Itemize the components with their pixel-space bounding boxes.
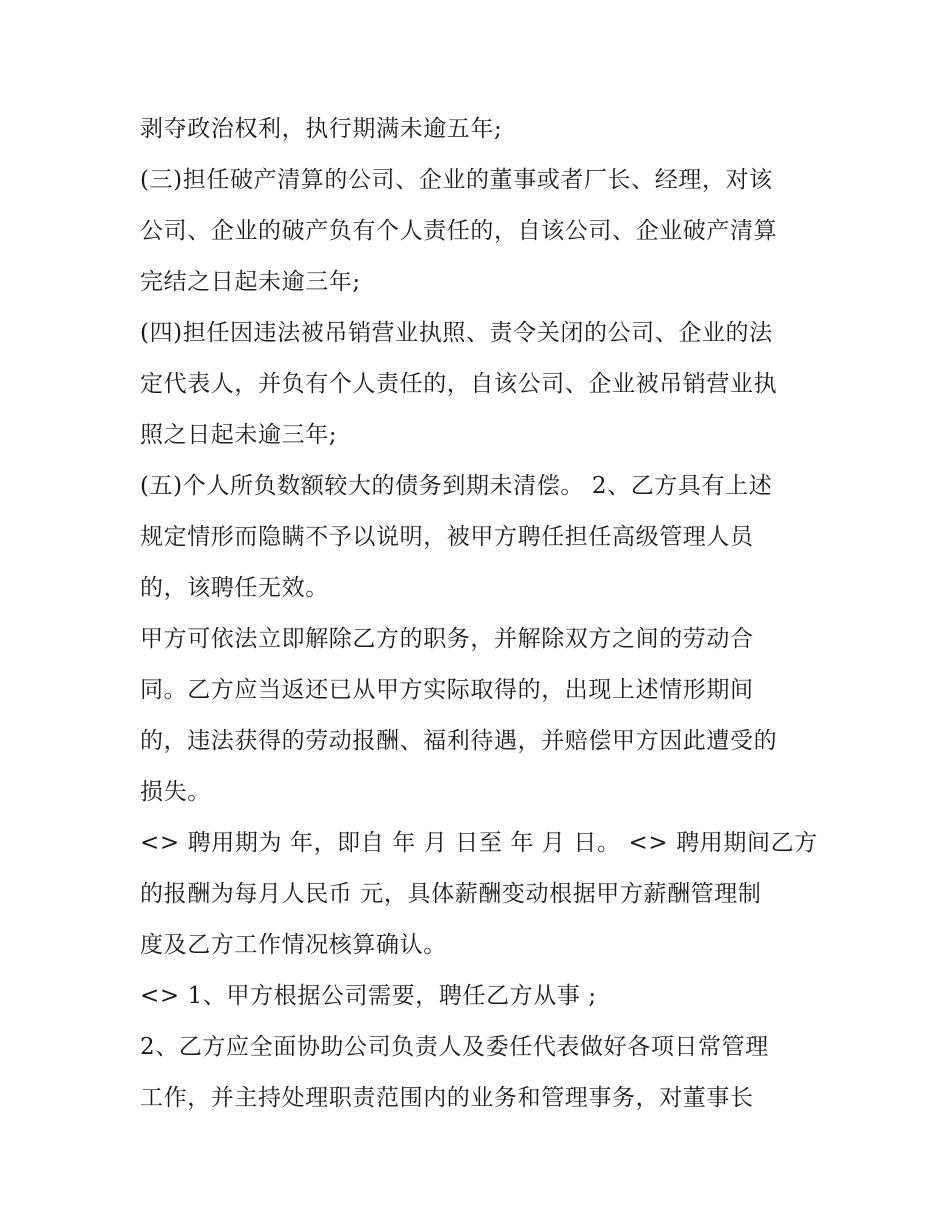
text-line: 照之日起未逾三年; [140,422,338,448]
text-line: <> 1、甲方根据公司需要，聘任乙方从事 ; [140,983,597,1009]
text-line: (三)担任破产清算的公司、企业的董事或者厂长、经理，对该 [140,167,773,193]
text-line: 完结之日起未逾三年; [140,269,361,295]
text-line: <> 聘用期为 年，即自 年 月 日至 年 月 日。 <> 聘用期间乙方 [140,830,818,856]
text-line: 的，违法获得的劳动报酬、福利待遇，并赔偿甲方因此遭受的 [140,728,778,754]
text-line: 公司、企业的破产负有个人责任的，自该公司、企业破产清算 [140,218,778,244]
text-line: 工作，并主持处理职责范围内的业务和管理事务，对董事长 [140,1085,754,1111]
document-body [140,104,820,1124]
text-line: 剥夺政治权利，执行期满未逾五年; [140,116,503,142]
text-line: 规定情形而隐瞒不予以说明，被甲方聘任担任高级管理人员 [140,524,754,550]
text-line: 的报酬为每月人民币 元，具体薪酬变动根据甲方薪酬管理制 [140,881,762,907]
text-line: (四)担任因违法被吊销营业执照、责令关闭的公司、企业的法 [140,320,773,346]
text-line: 甲方可依法立即解除乙方的职务，并解除双方之间的劳动合 [140,626,754,652]
text-line: 损失。 [140,779,211,805]
text-line: (五)个人所负数额较大的债务到期未清偿。 2、乙方具有上述 [140,473,773,499]
text-line: 的，该聘任无效。 [140,575,329,601]
text-line: 度及乙方工作情况核算确认。 [140,932,447,958]
text-line: 2、乙方应全面协助公司负责人及委任代表做好各项日常管理 [140,1034,769,1060]
text-line: 同。乙方应当返还已从甲方实际取得的，出现上述情形期间 [140,677,754,703]
text-line: 定代表人，并负有个人责任的，自该公司、企业被吊销营业执 [140,371,778,397]
